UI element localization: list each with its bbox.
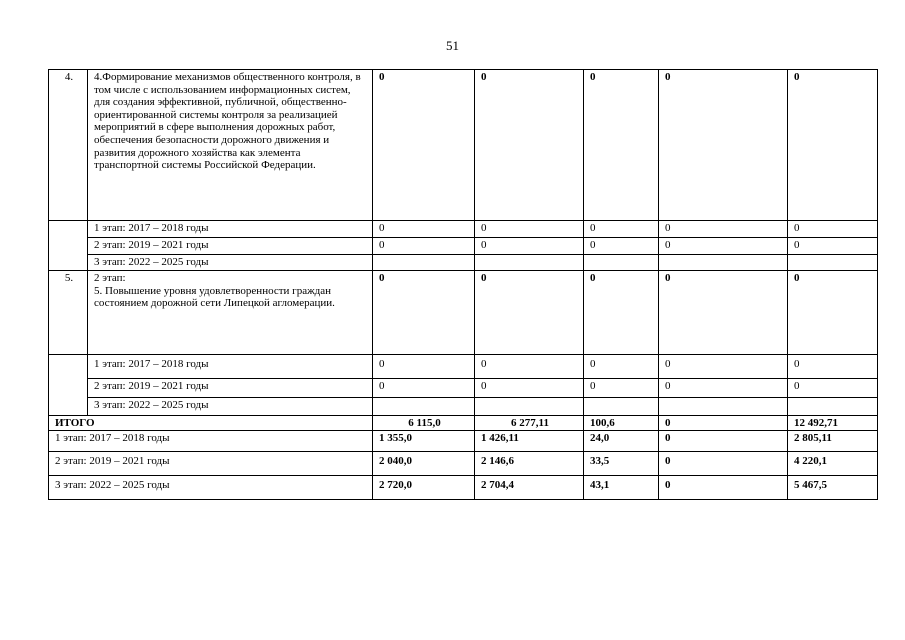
cell: 43,1 [584, 476, 659, 500]
item4-number-spacer [49, 221, 88, 271]
cell: 0 [659, 355, 788, 379]
cell: 0 [788, 70, 878, 221]
cell: 0 [584, 355, 659, 379]
item4-stage-row [49, 255, 878, 271]
cell: 0 [584, 271, 659, 355]
cell: 0 [584, 221, 659, 238]
total-stage-row [49, 431, 878, 452]
cell: 6 277,11 [475, 416, 584, 431]
cell [475, 398, 584, 416]
cell: 0 [475, 355, 584, 379]
cell: 0 [475, 271, 584, 355]
stage-label: 1 этап: 2017 – 2018 годы [88, 221, 373, 238]
cell: 0 [373, 379, 475, 398]
stage-label: 1 этап: 2017 – 2018 годы [49, 431, 373, 452]
cell [659, 398, 788, 416]
cell [373, 398, 475, 416]
stage-label: 3 этап: 2022 – 2025 годы [49, 476, 373, 500]
total-row [49, 416, 878, 431]
cell [584, 255, 659, 271]
stage-label: 2 этап: 2019 – 2021 годы [88, 238, 373, 255]
cell: 0 [475, 221, 584, 238]
item4-row [49, 70, 878, 221]
cell [788, 255, 878, 271]
cell: 0 [659, 476, 788, 500]
cell: 1 355,0 [373, 431, 475, 452]
cell: 1 426,11 [475, 431, 584, 452]
cell: 0 [475, 379, 584, 398]
item5-stage-row [49, 355, 878, 379]
total-label: ИТОГО [49, 416, 373, 431]
cell: 0 [373, 221, 475, 238]
cell: 2 146,6 [475, 452, 584, 476]
cell: 0 [788, 355, 878, 379]
cell: 4 220,1 [788, 452, 878, 476]
cell: 0 [659, 70, 788, 221]
cell: 2 720,0 [373, 476, 475, 500]
cell: 0 [659, 271, 788, 355]
cell [475, 255, 584, 271]
stage-label: 3 этап: 2022 – 2025 годы [88, 398, 373, 416]
cell [373, 255, 475, 271]
cell: 0 [659, 221, 788, 238]
item4-stage-row [49, 221, 878, 238]
cell: 0 [475, 238, 584, 255]
cell: 2 040,0 [373, 452, 475, 476]
item4-number: 4. [49, 70, 88, 221]
cell [788, 398, 878, 416]
cell: 0 [659, 416, 788, 431]
cell: 0 [659, 379, 788, 398]
budget-table [48, 69, 878, 500]
cell: 100,6 [584, 416, 659, 431]
total-stage-row [49, 452, 878, 476]
item4-description: 4.Формирование механизмов общественного контроля, в том числе с использованием информационных систем, для создания эффективной, публичной, общественно-ориентированной системы контроля за реализацией мероприятий в сфере выполнения дорожных работ, обеспечения безопасности дорожного движения и развития дорожного хозяйства как элемента транспортной системы Российской Федерации. [88, 70, 373, 221]
cell: 12 492,71 [788, 416, 878, 431]
item5-row [49, 271, 878, 355]
cell: 0 [659, 238, 788, 255]
stage-label: 2 этап: 2019 – 2021 годы [88, 379, 373, 398]
cell: 6 115,0 [373, 416, 475, 431]
cell: 24,0 [584, 431, 659, 452]
cell: 0 [475, 70, 584, 221]
cell: 0 [373, 238, 475, 255]
cell: 0 [584, 238, 659, 255]
cell: 0 [584, 70, 659, 221]
cell: 0 [659, 431, 788, 452]
cell: 0 [373, 355, 475, 379]
cell [584, 398, 659, 416]
cell: 0 [373, 70, 475, 221]
page-number: 51 [446, 38, 459, 53]
cell: 2 704,4 [475, 476, 584, 500]
cell: 33,5 [584, 452, 659, 476]
item5-description [88, 271, 373, 355]
item4-stage-row [49, 238, 878, 255]
cell: 0 [788, 221, 878, 238]
cell: 5 467,5 [788, 476, 878, 500]
item5-stage-row [49, 379, 878, 398]
cell: 2 805,11 [788, 431, 878, 452]
item5-text: 5. Повышение уровня удовлетворенности граждан состоянием дорожной сети Липецкой агломерации. [94, 284, 335, 310]
cell: 0 [373, 271, 475, 355]
item5-number-spacer [49, 355, 88, 416]
total-stage-row [49, 476, 878, 500]
stage-label: 2 этап: 2019 – 2021 годы [49, 452, 373, 476]
item5-stage-row [49, 398, 878, 416]
cell: 0 [788, 238, 878, 255]
cell: 0 [788, 271, 878, 355]
item5-number: 5. [49, 271, 88, 355]
stage-label: 3 этап: 2022 – 2025 годы [88, 255, 373, 271]
cell [659, 255, 788, 271]
cell: 0 [788, 379, 878, 398]
cell: 0 [584, 379, 659, 398]
cell: 0 [659, 452, 788, 476]
stage-label: 1 этап: 2017 – 2018 годы [88, 355, 373, 379]
item5-stage-prefix: 2 этап: [94, 272, 126, 284]
